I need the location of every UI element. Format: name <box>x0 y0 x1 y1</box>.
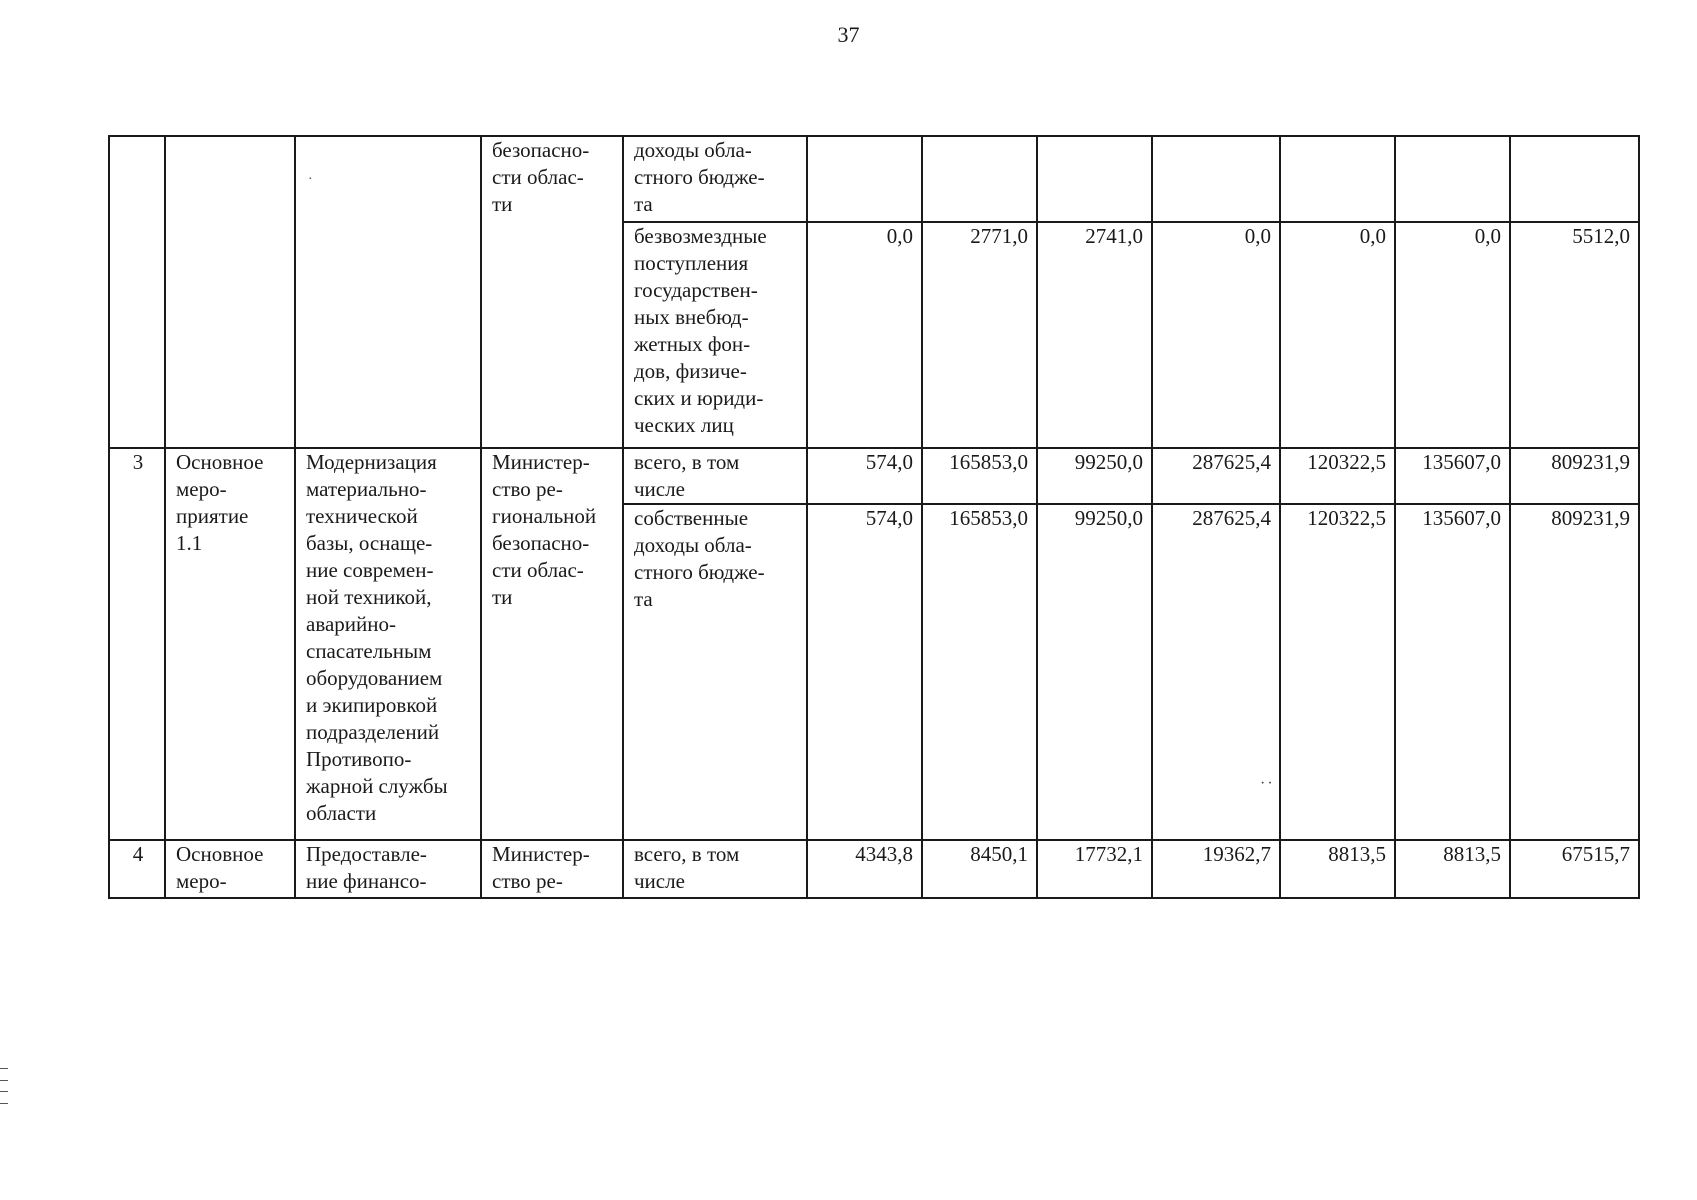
value-cell: 165853,0 <box>922 504 1037 840</box>
event-name-cell: Предоставле- ние финансо- <box>295 840 481 898</box>
value-cell <box>1037 136 1152 222</box>
value-cell: 99250,0 <box>1037 504 1152 840</box>
value-cell <box>1152 136 1280 222</box>
value-cell: 165853,0 <box>922 448 1037 504</box>
event-name-cell: Модернизация материально- технической базы, оснаще- ние современ- ной техникой, аварийно- спасательным оборудованием и экипировкой подразделений Противопо- жарной службы области <box>295 448 481 840</box>
value-cell: 135607,0 <box>1395 504 1510 840</box>
total-cell <box>1510 136 1639 222</box>
funding-source-cell: безвозмездные поступления государствен- ных внебюд- жетных фон- дов, физиче- ских и юриди- ческих лиц <box>623 222 807 448</box>
value-cell <box>1395 136 1510 222</box>
value-cell: 0,0 <box>1395 222 1510 448</box>
value-cell: 8813,5 <box>1395 840 1510 898</box>
value-cell: 0,0 <box>1152 222 1280 448</box>
value-cell: 120322,5 <box>1280 448 1395 504</box>
value-cell <box>1280 136 1395 222</box>
funding-source-cell: собственные доходы обла- стного бюдже- та <box>623 504 807 840</box>
value-cell: 2771,0 <box>922 222 1037 448</box>
scan-margin-marks <box>0 1068 8 1104</box>
row-number-cell <box>109 136 165 448</box>
funding-source-cell: всего, в том числе <box>623 448 807 504</box>
executor-cell: Министер- ство ре- гиональной безопасно- сти облас- ти <box>481 448 623 840</box>
value-cell: 0,0 <box>807 222 922 448</box>
value-cell: 19362,7 <box>1152 840 1280 898</box>
executor-cell: безопасно- сти облас- ти <box>481 136 623 448</box>
total-cell: 5512,0 <box>1510 222 1639 448</box>
funding-source-cell: доходы обла- стного бюдже- та <box>623 136 807 222</box>
value-cell: 8813,5 <box>1280 840 1395 898</box>
value-cell: 135607,0 <box>1395 448 1510 504</box>
stray-mark: ·· <box>1260 775 1275 792</box>
row-number-cell: 3 <box>109 448 165 840</box>
total-cell: 809231,9 <box>1510 504 1639 840</box>
row-number-cell: 4 <box>109 840 165 898</box>
executor-cell: Министер- ство ре- <box>481 840 623 898</box>
value-cell <box>922 136 1037 222</box>
value-cell: 574,0 <box>807 504 922 840</box>
table-row <box>109 840 1639 898</box>
value-cell: 17732,1 <box>1037 840 1152 898</box>
value-cell <box>807 136 922 222</box>
event-type-cell: Основное меро- <box>165 840 295 898</box>
value-cell: 287625,4 <box>1152 448 1280 504</box>
total-cell: 809231,9 <box>1510 448 1639 504</box>
table-row <box>109 136 1639 222</box>
value-cell: 8450,1 <box>922 840 1037 898</box>
event-type-cell: Основное меро- приятие 1.1 <box>165 448 295 840</box>
event-name-cell <box>295 136 481 448</box>
total-cell: 67515,7 <box>1510 840 1639 898</box>
value-cell: 574,0 <box>807 448 922 504</box>
page-number: 37 <box>837 22 860 47</box>
value-cell: 99250,0 <box>1037 448 1152 504</box>
stray-mark: · <box>308 172 313 187</box>
value-cell: 2741,0 <box>1037 222 1152 448</box>
funding-source-cell: всего, в том числе <box>623 840 807 898</box>
value-cell: 0,0 <box>1280 222 1395 448</box>
value-cell: 120322,5 <box>1280 504 1395 840</box>
event-type-cell <box>165 136 295 448</box>
budget-table <box>108 135 1640 899</box>
value-cell: 287625,4 <box>1152 504 1280 840</box>
table-row <box>109 448 1639 504</box>
value-cell: 4343,8 <box>807 840 922 898</box>
